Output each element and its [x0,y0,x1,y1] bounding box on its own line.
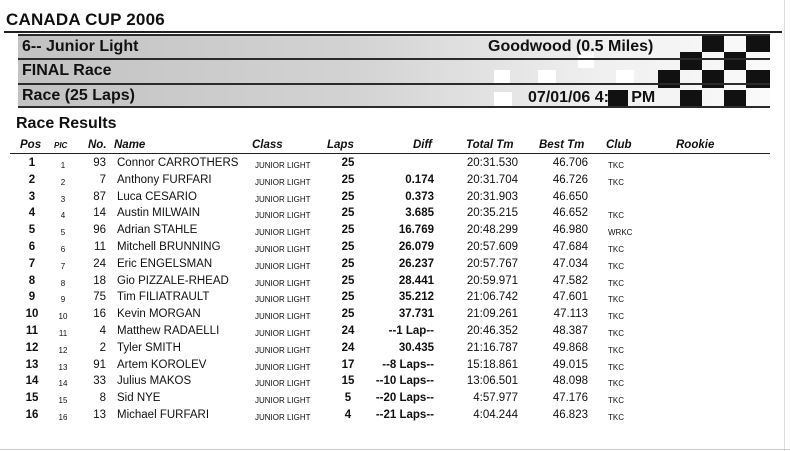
table-row [0,307,790,324]
best-time-cell: 47.176 [552,392,588,405]
kart-number-cell: 2 [99,341,106,354]
laps-cell: 25 [341,274,355,287]
club-cell: TKC [608,413,624,422]
driver-name-cell: Michael FURFARI [117,409,210,421]
kart-number-cell: 14 [93,207,106,220]
club-cell: TKC [608,261,624,271]
pos-cell: 1 [28,157,36,169]
pos-cell: 15 [25,392,39,405]
table-row [0,223,790,240]
table-row [0,240,790,257]
kart-number-cell: 7 [99,173,106,186]
pos-cell: 16 [25,409,39,421]
best-time-cell: 48.098 [552,375,588,388]
pic-cell: 12 [58,345,68,355]
banner-rule [18,106,770,108]
laps-cell: 25 [341,207,355,220]
kart-number-cell: 24 [93,257,106,270]
kart-number-cell: 96 [93,224,106,237]
laps-cell: 25 [341,157,355,169]
diff-cell: 3.685 [405,207,434,220]
diff-cell: 37.731 [398,308,434,321]
pic-cell: 16 [58,413,68,422]
kart-number-cell: 11 [94,241,106,253]
driver-name-cell: Julius MAKOS [117,375,192,388]
laps-cell: 4 [344,409,352,421]
table-row [0,374,790,391]
class-cell: JUNIOR LIGHT [255,211,311,221]
pos-cell: 4 [28,207,36,220]
driver-name-cell: Austin MILWAIN [117,207,201,220]
kart-number-cell: 4 [99,325,106,337]
diff-cell: 26.079 [398,241,434,253]
title-divider [4,31,782,33]
pic-cell: 5 [60,228,66,238]
pos-cell: 11 [25,325,39,337]
driver-name-cell: Kevin MORGAN [117,308,201,321]
class-cell: JUNIOR LIGHT [255,245,311,254]
pic-cell: 14 [58,379,68,389]
pos-cell: 14 [25,375,39,388]
pic-cell: 1 [60,161,66,170]
diff-cell: 35.212 [398,291,434,304]
kart-number-cell: 93 [93,157,106,169]
col-pic-header: PIC [54,141,68,150]
table-row [0,358,790,375]
diff-cell: 16.769 [398,224,434,237]
club-cell: TKC [608,329,624,338]
class-cell: JUNIOR LIGHT [255,177,311,187]
class-cell: JUNIOR LIGHT [255,161,311,170]
club-cell: WRKC [608,228,633,238]
col-total-header: Total Tm [466,139,514,151]
pos-cell: 3 [28,190,36,203]
diff-cell: 28.441 [398,274,434,287]
section-title: Race Results [16,115,117,132]
race-banner [18,34,770,108]
diff-cell: --1 Lap-- [388,325,434,337]
total-time-cell: 21:06.742 [466,291,518,304]
pos-cell: 2 [28,173,36,186]
race-laps: Race (25 Laps) [22,87,135,104]
total-time-cell: 21:09.261 [466,308,518,321]
total-time-cell: 15:18.861 [466,358,518,371]
total-time-cell: 20:48.299 [466,224,518,237]
total-time-cell: 4:57.977 [473,392,518,405]
col-name-header: Name [114,139,146,151]
diff-cell: 0.373 [405,190,434,203]
pic-cell: 13 [58,362,68,372]
class-cell: JUNIOR LIGHT [255,396,311,406]
club-cell: TKC [608,379,624,389]
laps-cell: 25 [341,308,355,321]
class-cell: JUNIOR LIGHT [255,312,311,322]
laps-cell: 5 [344,392,352,405]
best-time-cell: 46.726 [552,173,588,186]
laps-cell: 15 [341,375,355,388]
table-row [0,341,790,358]
banner-rule [18,58,770,60]
pos-cell: 12 [25,341,39,354]
club-cell: TKC [608,161,624,170]
class-cell: JUNIOR LIGHT [255,278,311,288]
club-cell: TKC [608,211,624,221]
driver-name-cell: Tim FILIATRAULT [117,291,210,304]
club-cell: TKC [608,245,624,254]
best-time-cell: 48.387 [552,325,588,337]
driver-name-cell: Anthony FURFARI [117,173,212,186]
class-cell: JUNIOR LIGHT [255,261,311,271]
total-time-cell: 20:57.609 [466,241,518,253]
table-row [0,156,790,173]
laps-cell: 24 [341,341,355,354]
total-time-cell: 20:31.903 [466,190,518,203]
class-cell: JUNIOR LIGHT [255,379,311,389]
class-cell: JUNIOR LIGHT [255,329,311,338]
track-name: Goodwood (0.5 Miles) [488,38,654,55]
club-cell: TKC [608,278,624,288]
col-no-header: No. [88,139,107,151]
table-row [0,391,790,408]
kart-number-cell: 8 [99,392,106,405]
class-cell: JUNIOR LIGHT [255,194,311,204]
laps-cell: 25 [341,224,355,237]
table-row [0,173,790,190]
class-cell: JUNIOR LIGHT [255,413,311,422]
total-time-cell: 20:31.704 [466,173,518,186]
pos-cell: 13 [25,358,39,371]
club-cell: TKC [608,312,624,322]
table-row [0,290,790,307]
best-time-cell: 49.868 [552,341,588,354]
table-row [0,190,790,207]
laps-cell: 17 [341,358,355,371]
total-time-cell: 4:04.244 [473,409,518,421]
pic-cell: 8 [60,278,66,288]
total-time-cell: 20:35.215 [466,207,518,220]
class-cell: JUNIOR LIGHT [255,295,311,305]
col-diff-header: Diff [413,139,432,151]
kart-number-cell: 75 [93,291,106,304]
table-row [0,206,790,223]
club-cell: TKC [608,177,624,187]
kart-number-cell: 13 [93,409,106,421]
laps-cell: 25 [341,291,355,304]
driver-name-cell: Gio PIZZALE-RHEAD [117,274,229,287]
best-time-cell: 47.113 [553,308,588,321]
pos-cell: 8 [28,274,36,287]
club-cell: TKC [608,396,624,406]
pic-cell: 15 [58,396,68,406]
driver-name-cell: Mitchell BRUNNING [117,241,221,253]
kart-number-cell: 18 [93,274,106,287]
pic-cell: 7 [60,261,66,271]
col-rookie-header: Rookie [676,139,715,151]
pic-cell: 9 [60,295,66,305]
best-time-cell: 46.823 [552,409,588,421]
diff-cell: --10 Laps-- [375,375,434,388]
race-class: 6-- Junior Light [22,38,139,55]
table-row [0,257,790,274]
driver-name-cell: Matthew RADAELLI [117,325,220,337]
best-time-cell: 46.706 [552,157,588,169]
diff-cell: 0.174 [405,173,434,186]
pic-cell: 2 [60,177,66,187]
total-time-cell: 20:57.767 [466,257,518,270]
total-time-cell: 13:06.501 [466,375,518,388]
pic-cell: 6 [60,245,66,254]
race-datetime: 07/01/06 4:30 PM [528,89,656,106]
table-row [0,408,790,425]
best-time-cell: 46.652 [552,207,588,220]
pos-cell: 10 [25,308,39,321]
diff-cell: --20 Laps-- [375,392,434,405]
best-time-cell: 46.650 [552,190,588,203]
driver-name-cell: Sid NYE [117,392,161,405]
kart-number-cell: 16 [93,308,106,321]
header-divider [10,153,770,154]
page-edge [0,449,790,450]
driver-name-cell: Luca CESARIO [117,190,197,203]
pos-cell: 7 [28,257,36,270]
total-time-cell: 21:16.787 [466,341,518,354]
class-cell: JUNIOR LIGHT [255,228,311,238]
pic-cell: 10 [58,312,68,322]
driver-name-cell: Artem KOROLEV [117,358,207,371]
laps-cell: 25 [341,190,355,203]
banner-rule [18,83,770,85]
class-cell: JUNIOR LIGHT [255,345,311,355]
club-cell: TKC [608,362,624,372]
laps-cell: 25 [341,257,355,270]
kart-number-cell: 33 [93,375,106,388]
total-time-cell: 20:31.530 [466,157,518,169]
driver-name-cell: Connor CARROTHERS [117,157,239,169]
best-time-cell: 47.684 [552,241,588,253]
table-row [0,274,790,291]
kart-number-cell: 87 [93,190,106,203]
total-time-cell: 20:46.352 [466,325,518,337]
pic-cell: 3 [60,194,66,204]
best-time-cell: 47.582 [552,274,588,287]
class-cell: JUNIOR LIGHT [255,362,311,372]
diff-cell: 30.435 [398,341,434,354]
laps-cell: 24 [341,325,355,337]
pic-cell: 4 [60,211,66,221]
table-row [0,324,790,341]
col-laps-header: Laps [327,139,354,151]
col-best-header: Best Tm [539,139,585,151]
page-title: CANADA CUP 2006 [6,10,165,29]
best-time-cell: 49.015 [552,358,588,371]
page-edge [784,0,785,451]
race-event: FINAL Race [22,62,112,79]
club-cell: TKC [608,295,624,305]
best-time-cell: 46.980 [552,224,588,237]
driver-name-cell: Tyler SMITH [117,341,181,354]
diff-cell: --21 Laps-- [375,409,434,421]
pos-cell: 9 [28,291,36,304]
pic-cell: 11 [58,329,68,338]
total-time-cell: 20:59.971 [466,274,518,287]
pos-cell: 5 [28,224,36,237]
club-cell: TKC [608,345,624,355]
diff-cell: 26.237 [398,257,434,270]
best-time-cell: 47.034 [552,257,588,270]
col-pos-header: Pos [20,139,42,151]
laps-cell: 25 [341,241,355,253]
driver-name-cell: Eric ENGELSMAN [117,257,213,270]
diff-cell: --8 Laps-- [382,358,434,371]
driver-name-cell: Adrian STAHLE [117,224,198,237]
best-time-cell: 47.601 [552,291,588,304]
laps-cell: 25 [341,173,355,186]
banner-rule [18,34,770,36]
col-club-header: Club [606,139,632,151]
pos-cell: 6 [28,241,36,253]
kart-number-cell: 91 [93,358,106,371]
col-class-header: Class [252,139,283,151]
